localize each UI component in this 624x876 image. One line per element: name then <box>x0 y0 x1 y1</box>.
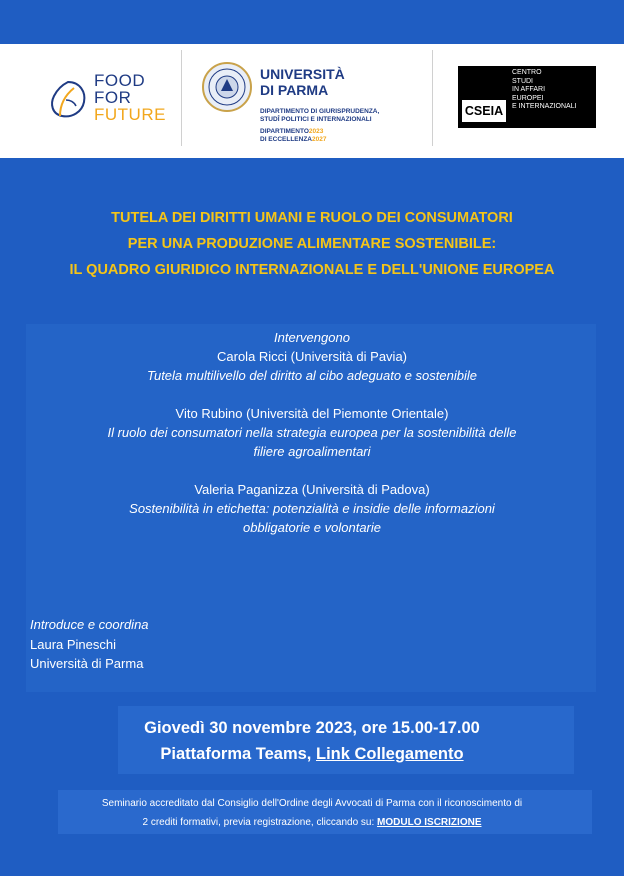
speaker-topic: obbligatorie e volontarie <box>242 520 382 535</box>
cseia-line4: EUROPEI <box>512 94 544 102</box>
speaker-name: Vito Rubino (Università del Piemonte Orientale) <box>175 406 449 421</box>
platform-label: Piattaforma Teams, <box>160 745 316 763</box>
coordinator-section <box>30 615 149 674</box>
excellence-line1b: 2023 <box>308 128 324 135</box>
cseia-line5: E INTERNAZIONALI <box>512 103 577 111</box>
speaker-name: Carola Ricci (Università di Pavia) <box>217 349 407 364</box>
logo-divider-2 <box>432 50 433 146</box>
department-line1: DIPARTIMENTO DI GIURISPRUDENZA, <box>260 108 380 115</box>
event-date: Giovedì 30 novembre 2023, ore 15.00-17.00 <box>144 719 480 737</box>
leaf-icon <box>46 76 90 122</box>
food-for-future-logo <box>46 72 166 132</box>
coordinator-name: Laura Pineschi <box>30 636 116 652</box>
top-strip <box>0 0 624 44</box>
speaker-name: Valeria Paganizza (Università di Padova) <box>194 482 430 497</box>
speaker-topic: Il ruolo dei consumatori nella strategia europea per la sostenibilità delle <box>107 425 517 440</box>
note-line1: Seminario accreditato dal Consiglio dell'Ordine degli Avvocati di Parma con il riconoscimento di <box>101 798 523 809</box>
note-line2 <box>0 813 624 832</box>
title-line1: TUTELA DEI DIRITTI UMANI E RUOLO DEI CONSUMATORI <box>111 210 513 226</box>
speakers-section <box>0 328 624 537</box>
universita-parma-logo <box>200 60 410 150</box>
excellence-line2b: 2027 <box>312 136 327 143</box>
excellence-label <box>260 128 326 144</box>
event-info <box>0 715 624 767</box>
accreditation-note <box>0 794 624 832</box>
note-line2-text: 2 crediti formativi, previa registrazione, cliccando su: <box>142 817 378 828</box>
registration-form-link[interactable]: MODULO ISCRIZIONE <box>377 817 482 828</box>
university-name-line1: UNIVERSITÀ <box>260 66 345 82</box>
title-line3: IL QUADRO GIURIDICO INTERNAZIONALE E DELL'UNIONE EUROPEA <box>69 262 555 278</box>
cseia-line2: STUDI <box>512 77 533 85</box>
cseia-line1: CENTRO <box>512 69 542 76</box>
cseia-full-name <box>512 69 577 112</box>
cseia-line3: IN AFFARI <box>512 86 546 94</box>
ffp-line2: FOR <box>94 88 132 107</box>
cseia-logo <box>458 66 596 128</box>
university-seal-icon <box>200 60 254 114</box>
teams-link[interactable]: Link Collegamento <box>315 745 464 763</box>
excellence-line2a: DI ECCELLENZA <box>260 136 312 143</box>
coordinator-heading: Introduce e coordina <box>30 617 149 632</box>
speaker-topic: filiere agroalimentari <box>253 444 371 459</box>
coordinator-affiliation: Università di Parma <box>30 656 144 671</box>
speakers-heading: Intervengono <box>274 330 350 345</box>
department-line2: STUDÎ POLITICI E INTERNAZIONALI <box>260 116 372 123</box>
university-name-line2: DI PARMA <box>260 82 329 98</box>
cseia-acronym: CSEIA <box>462 100 506 122</box>
speaker-topic: Sostenibilità in etichetta: potenzialità e insidie delle informazioni <box>129 501 495 516</box>
ffp-line1: FOOD <box>94 71 146 90</box>
speaker-topic: Tutela multilivello del diritto al cibo adeguato e sostenibile <box>146 368 477 383</box>
event-title <box>0 205 624 283</box>
title-line2: PER UNA PRODUZIONE ALIMENTARE SOSTENIBILE: <box>127 236 497 252</box>
logo-divider-1 <box>181 50 182 146</box>
excellence-line1a: DIPARTIMENTO <box>260 128 309 135</box>
university-name <box>260 66 345 98</box>
department-name <box>260 108 379 124</box>
event-platform <box>0 741 624 767</box>
ffp-line3: FUTURE <box>94 105 166 124</box>
